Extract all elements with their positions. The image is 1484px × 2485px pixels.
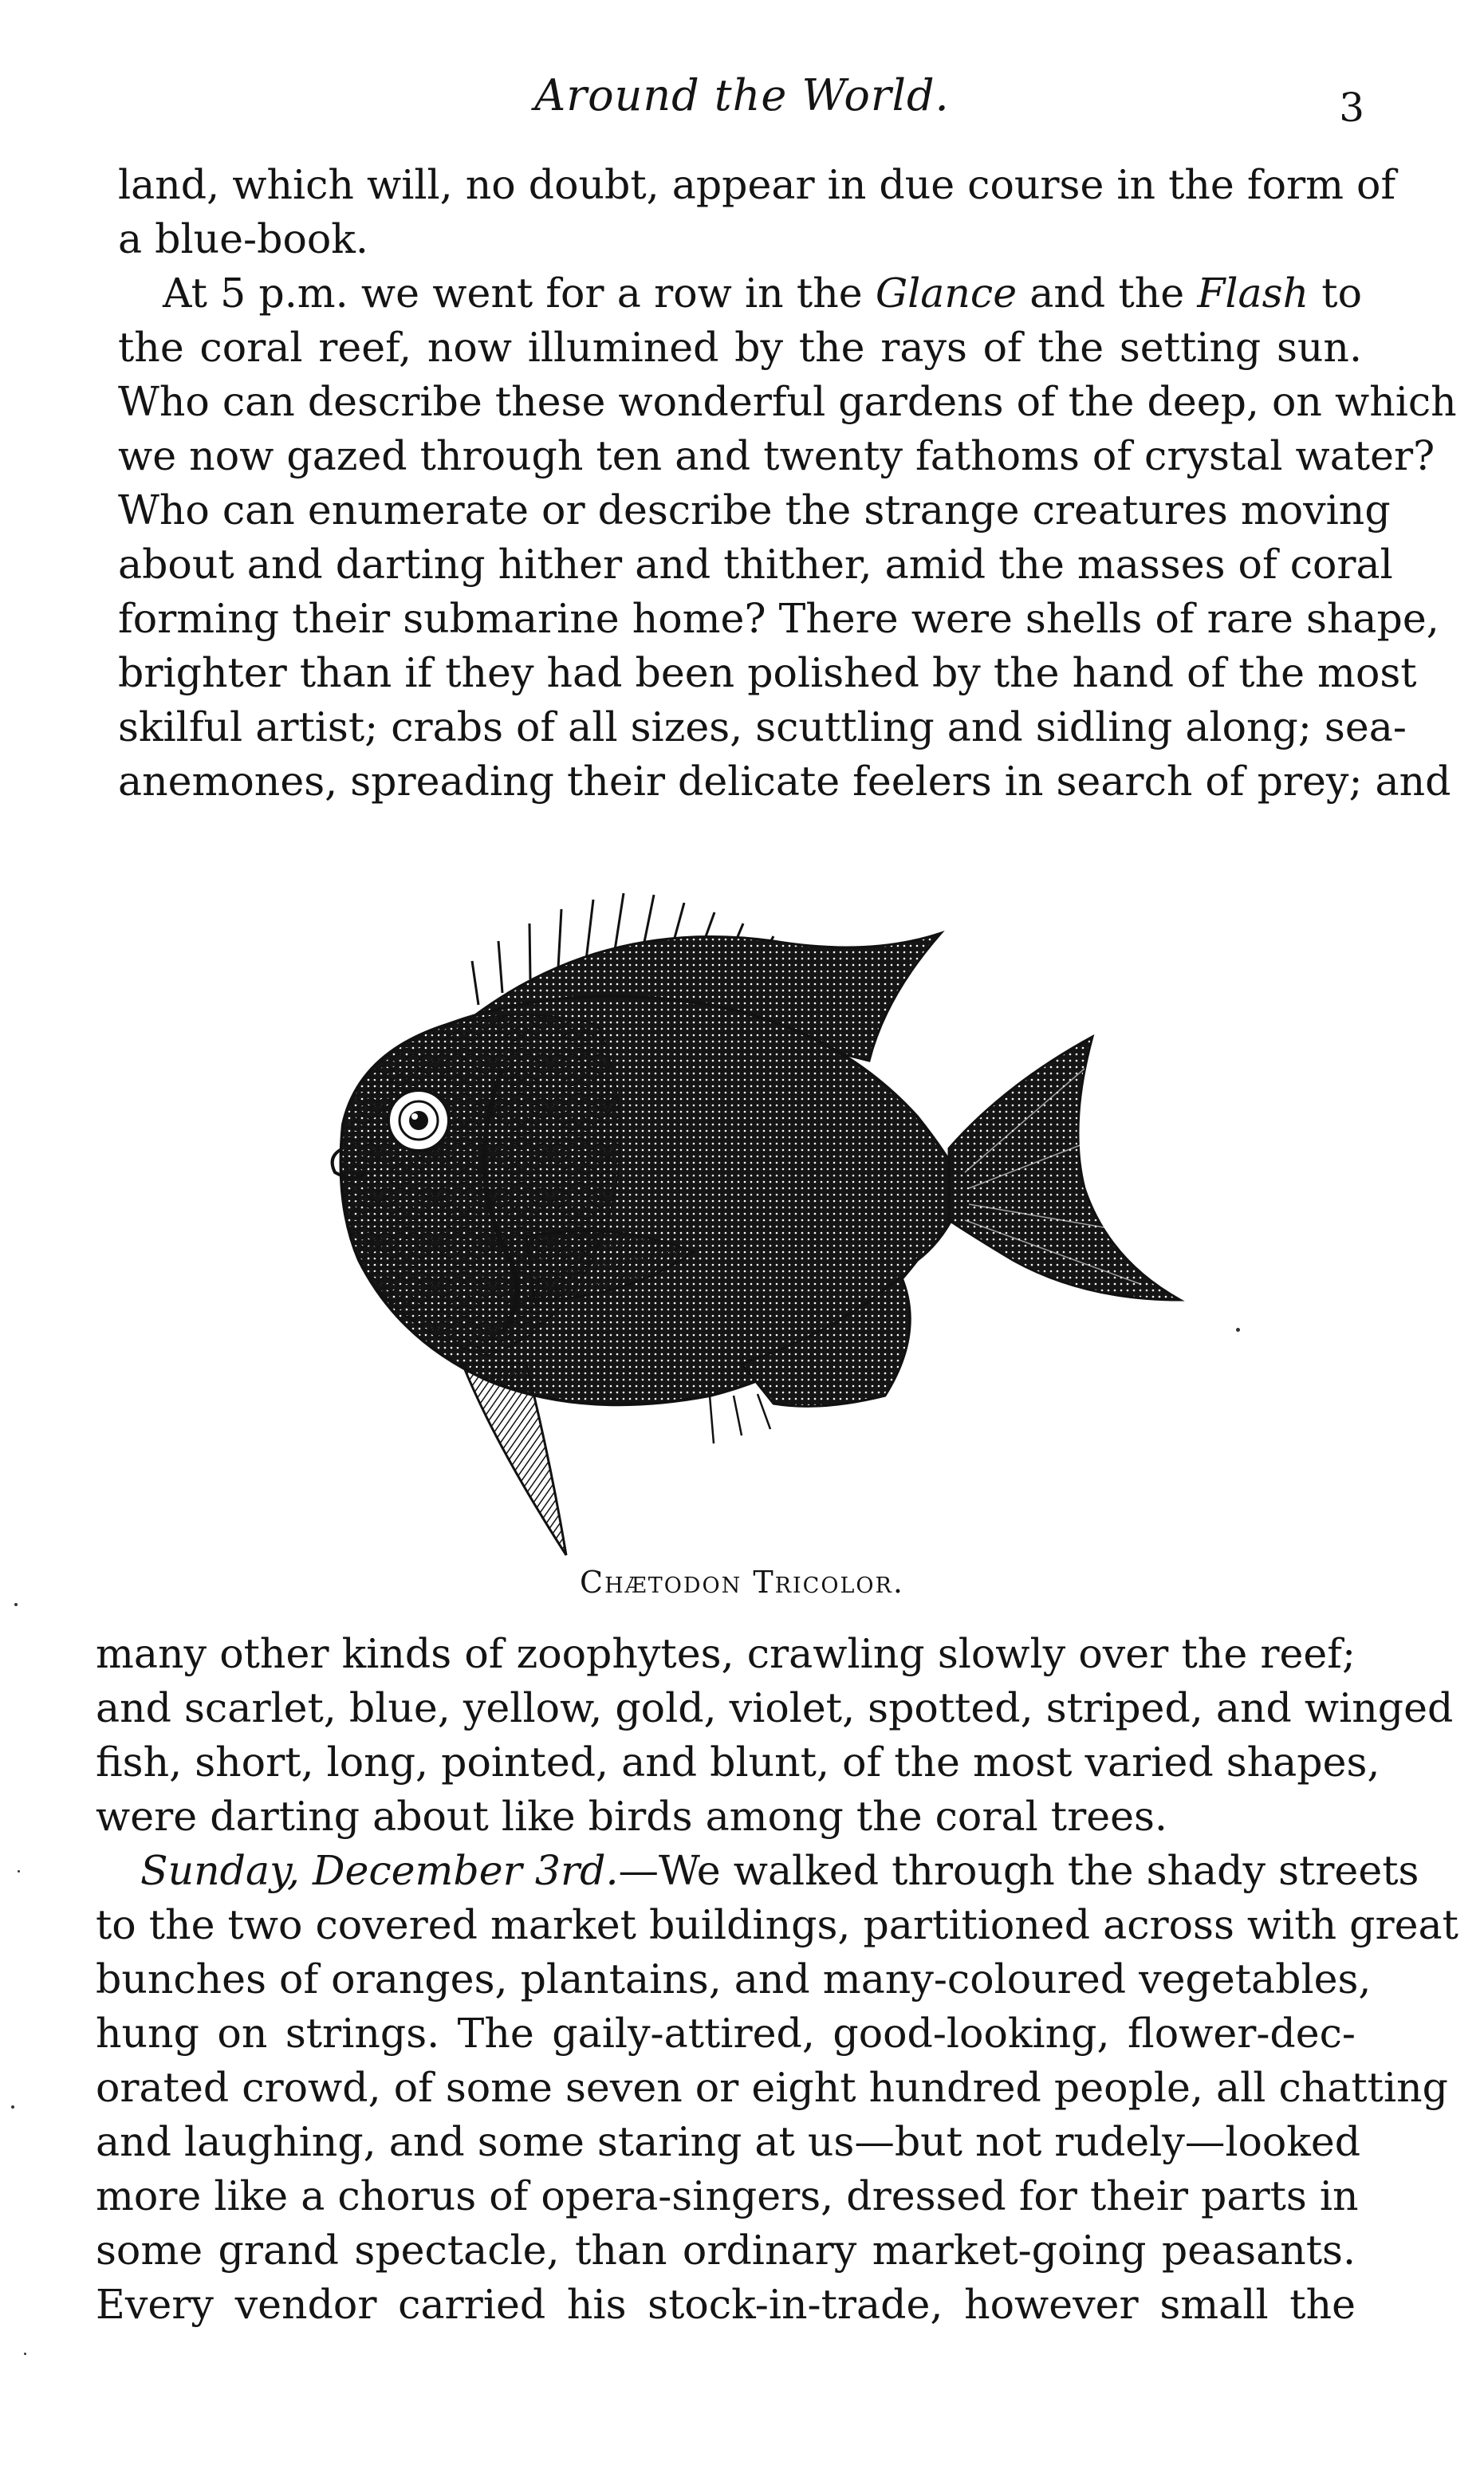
scan-speck [24, 2353, 26, 2355]
text-line: were darting about like birds among the coral trees. [96, 1793, 1167, 1840]
page-number: 3 [1339, 85, 1364, 131]
text-line: brighter than if they had been polished by the hand of the most [118, 649, 1417, 696]
scan-speck [1236, 1328, 1240, 1332]
running-title: Around the World. [534, 70, 950, 120]
text-line: many other kinds of zoophytes, crawling slowly over the reef; [96, 1630, 1356, 1677]
running-head [0, 70, 1484, 131]
text-line: about and darting hither and thither, amid the masses of coral [118, 541, 1393, 588]
text-line: the coral reef, now illumined by the rays of the setting sun. [118, 324, 1362, 371]
text-line: Every vendor carried his stock-in-trade, however small the [96, 2281, 1356, 2328]
text-line: orated crowd, of some seven or eight hundred people, all chatting [96, 2064, 1448, 2111]
text-line: bunches of oranges, plantains, and many-coloured vegetables, [96, 1955, 1372, 2003]
text-line: to the two covered market buildings, partitioned across with great [96, 1901, 1458, 1948]
figure-caption: Chætodon Tricolor. [580, 1565, 904, 1600]
tail-fin [949, 1037, 1180, 1300]
scan-speck [11, 2105, 14, 2109]
text-line: At 5 p.m. we went for a row in the Glance and the Flash to [163, 270, 1363, 317]
scan-speck [14, 1603, 18, 1606]
text-line: forming their submarine home? There were shells of rare shape, [118, 595, 1439, 642]
fish-engraving [263, 885, 1252, 1571]
fish-illustration [263, 885, 1252, 1571]
text-line: Who can enumerate or describe the strange creatures moving [118, 486, 1391, 534]
text-line: anemones, spreading their delicate feelers in search of prey; and [118, 758, 1451, 805]
text-line: Who can describe these wonderful gardens of the deep, on which [118, 378, 1457, 425]
scan-speck [18, 1870, 20, 1873]
text-line: hung on strings. The gaily-attired, good-looking, flower-dec- [96, 2010, 1356, 2057]
eye [388, 1090, 449, 1151]
text-line: and scarlet, blue, yellow, gold, violet, spotted, striped, and winged [96, 1684, 1454, 1731]
text-block-top [118, 158, 1457, 809]
text-line: fish, short, long, pointed, and blunt, of the most varied shapes, [96, 1739, 1380, 1786]
text-line: more like a chorus of opera-singers, dressed for their parts in [96, 2172, 1359, 2219]
text-line: and laughing, and some staring at us—but not rudely—looked [96, 2118, 1361, 2165]
text-line: Sunday, December 3rd.—We walked through the shady streets [140, 1847, 1419, 1894]
text-line: some grand spectacle, than ordinary market-going peasants. [96, 2227, 1356, 2274]
text-block-bottom [96, 1627, 1458, 2332]
text-line: land, which will, no doubt, appear in due course in the form of [118, 161, 1396, 208]
text-line: skilful artist; crabs of all sizes, scuttling and sidling along; sea- [118, 703, 1407, 750]
text-line: we now gazed through ten and twenty fathoms of crystal water? [118, 432, 1435, 479]
text-line: a blue-book. [118, 215, 368, 262]
